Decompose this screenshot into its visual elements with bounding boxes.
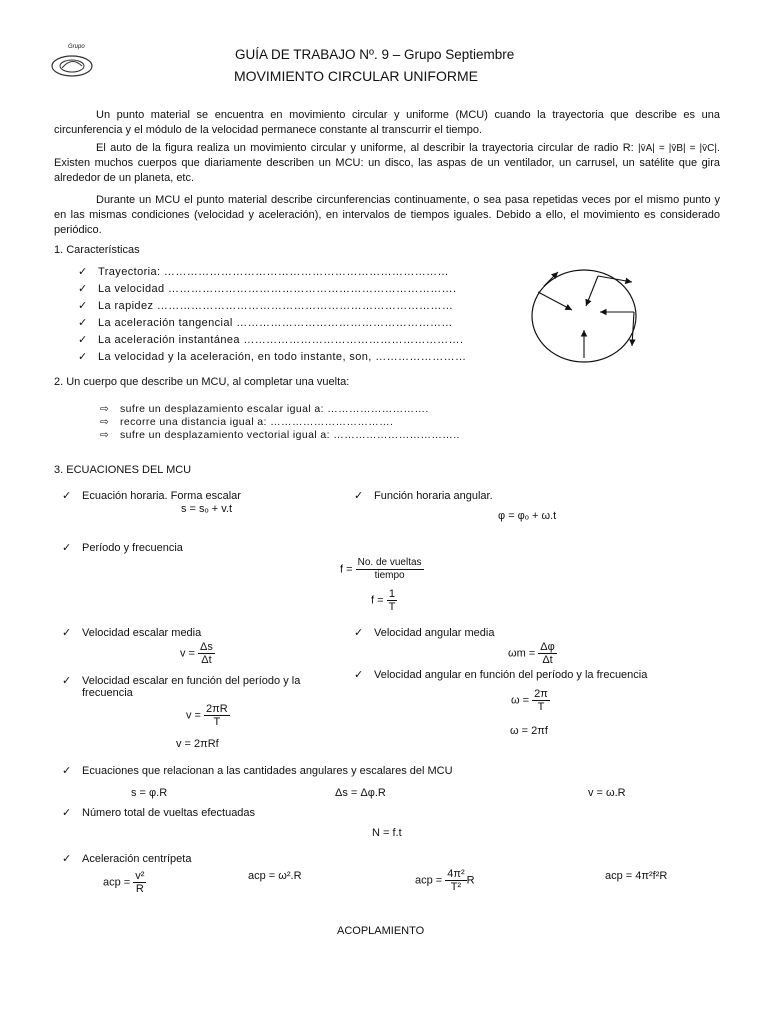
check-icon: ✓ [354, 490, 364, 502]
check-icon: ✓ [62, 542, 72, 554]
intro-paragraph-1 [54, 108, 720, 138]
check-icon: ✓ [78, 317, 88, 329]
eq-horaria-label: ✓ Ecuación horaria. Forma escalar [62, 490, 241, 502]
logo [48, 44, 100, 80]
page-subtitle: MOVIMIENTO CIRCULAR UNIFORME [234, 68, 478, 84]
list-item: ⇨ recorre una distancia igual a: ……………………………. [100, 416, 394, 428]
check-icon: ✓ [354, 669, 364, 681]
acp-formula-2: acp = ω².R [248, 870, 302, 882]
intro-paragraph-2 [54, 141, 720, 186]
hollow-arrow-icon: ⇨ [100, 403, 110, 415]
list-item: ✓ Trayectoria: ………………………………………………………………… [78, 266, 449, 278]
fraction: $\frac{\Delta s}{\Delta t}$ [200, 641, 213, 666]
vel-media-label: ✓ Velocidad escalar media [62, 627, 202, 639]
check-icon: ✓ [62, 853, 72, 865]
acp-formula-3: acp = $\frac{\text{4π²}}{\text{T²}}$ R [415, 868, 475, 893]
frequency-formula: f = $\frac{\text{No. de vueltas}}{\text{tiempo}}$ [340, 557, 422, 581]
list-item: ✓ La aceleración instantánea …………………………………………………. [78, 334, 464, 346]
fraction: $\frac{2\pi}{T}$ [534, 688, 548, 713]
hollow-arrow-icon: ⇨ [100, 416, 110, 428]
fraction: $\frac{\text{No. de vueltas}}{\text{tiempo}}$ [357, 557, 422, 581]
acp-formula-1: acp = $\frac{\text{v²}}{R}$ [103, 870, 145, 895]
frequency-period-formula: f = $\frac{1}{T}$ [371, 588, 396, 613]
relation-s: s = φ.R [131, 787, 168, 799]
ang-periodo-label: ✓ Velocidad angular en función del período y la frecuencia [354, 669, 648, 681]
check-icon: ✓ [62, 765, 72, 777]
check-icon: ✓ [62, 490, 72, 502]
velocity-arrow [544, 272, 558, 286]
list-item: ✓ La aceleración tangencial ………………………………………………… [78, 317, 453, 329]
intro-p2-text-a: El auto de la figura realiza un movimiento circular y uniforme, al describir la trayectoria circular de radio R: [96, 142, 634, 154]
intro-p3-text: Durante un MCU el punto material describe circunferencias continuamente, o sea pasa repetidas veces por el mismo punto y en las mismas condiciones (velocidad y aceleración), en intervalos de tiempos iguales. Debido a ello, el movimiento es considerado periódico. [54, 194, 720, 236]
fraction: $\frac{2\pi R}{T}$ [206, 703, 228, 728]
acoplamiento-heading: ACOPLAMIENTO [337, 925, 425, 937]
fraction: $\frac{\Delta\varphi}{\Delta t}$ [540, 641, 555, 666]
acp-label: ✓ Aceleración centrípeta [62, 853, 192, 865]
ang-media-formula: ωm = $\frac{\Delta\varphi}{\Delta t}$ [508, 641, 555, 666]
relation-delta-s: Δs = Δφ.R [335, 787, 386, 799]
relation-v: v = ω.R [588, 787, 626, 799]
check-icon: ✓ [78, 334, 88, 346]
check-icon: ✓ [62, 807, 72, 819]
list-item: ✓ La velocidad …………………………………………………………………. [78, 283, 457, 295]
hollow-arrow-icon: ⇨ [100, 429, 110, 441]
vel-frecuencia-formula: v = 2πRf [176, 738, 219, 750]
acp-formula-4: acp = 4π²f²R [605, 870, 668, 882]
check-icon: ✓ [354, 627, 364, 639]
vueltas-formula: N = f.t [372, 827, 402, 839]
section-3-heading: 3. ECUACIONES DEL MCU [54, 464, 192, 476]
intro-p2-text-b: . Existen muchos cuerpos que diariamente describen un MCU: un disco, las aspas de un ventilador, un carrusel, un satélite que gira alrededor de un planeta, etc. [54, 142, 720, 184]
list-item: ⇨ sufre un desplazamiento vectorial igual a: …………………………….. [100, 429, 460, 441]
velocity-magnitude-formula: |v̄A| = |v̄B| = |v̄C| [638, 143, 717, 154]
ang-frecuencia-formula: ω = 2πf [510, 725, 548, 737]
check-icon: ✓ [78, 283, 88, 295]
ang-media-label: ✓ Velocidad angular media [354, 627, 495, 639]
list-item: ✓ La velocidad y la aceleración, en todo instante, son, …………………… [78, 351, 467, 363]
eq-horaria: s = sₒ + v.t [181, 503, 233, 515]
check-icon: ✓ [78, 266, 88, 278]
page-title: GUÍA DE TRABAJO Nº. 9 – Grupo Septiembre [235, 47, 515, 62]
velocity-arrow [538, 292, 572, 310]
check-icon: ✓ [78, 351, 88, 363]
relations-label: ✓ Ecuaciones que relacionan a las cantidades angulares y escalares del MCU [62, 765, 453, 777]
vueltas-label: ✓ Número total de vueltas efectuadas [62, 807, 256, 819]
section-1-heading: 1. Características [54, 244, 140, 256]
fraction: $\frac{\text{4π²}}{\text{T²}}$ [447, 868, 465, 893]
fn-angular-label: ✓ Función horaria angular. [354, 490, 493, 502]
fraction: $\frac{\text{v²}}{R}$ [135, 870, 145, 895]
check-icon: ✓ [62, 675, 72, 687]
vel-periodo-label: ✓ Velocidad escalar en función del período y la [62, 675, 301, 687]
check-icon: ✓ [78, 300, 88, 312]
velocity-arrow [598, 276, 632, 282]
intro-paragraph-3 [54, 193, 720, 238]
list-item: ✓ La rapidez …………………………………………………………………… [78, 300, 454, 312]
intro-p1-text: Un punto material se encuentra en movimiento circular y uniforme (MCU) cuando la trayectoria que describe es una circunferencia y el módulo de la velocidad permanece constante al transcurrir el tiempo. [54, 109, 720, 136]
fraction: $\frac{1}{T}$ [388, 588, 396, 613]
vel-media-formula: v = $\frac{\Delta s}{\Delta t}$ [180, 641, 213, 666]
vel-periodo-label-cont: frecuencia [82, 687, 133, 699]
velocity-arrow [586, 276, 598, 306]
logo-text: Grupo [68, 44, 85, 50]
periodo-label: ✓ Período y frecuencia [62, 542, 183, 554]
list-item: ⇨ sufre un desplazamiento escalar igual a: ………………………. [100, 403, 429, 415]
circular-motion-diagram [520, 262, 650, 372]
fn-angular: φ = φₒ + ω.t [498, 510, 557, 522]
vel-periodo-formula: v = $\frac{2\pi R}{T}$ [186, 703, 228, 728]
ang-periodo-formula: ω = $\frac{2\pi}{T}$ [511, 688, 548, 713]
section-2-heading: 2. Un cuerpo que describe un MCU, al completar una vuelta: [54, 376, 350, 388]
check-icon: ✓ [62, 627, 72, 639]
